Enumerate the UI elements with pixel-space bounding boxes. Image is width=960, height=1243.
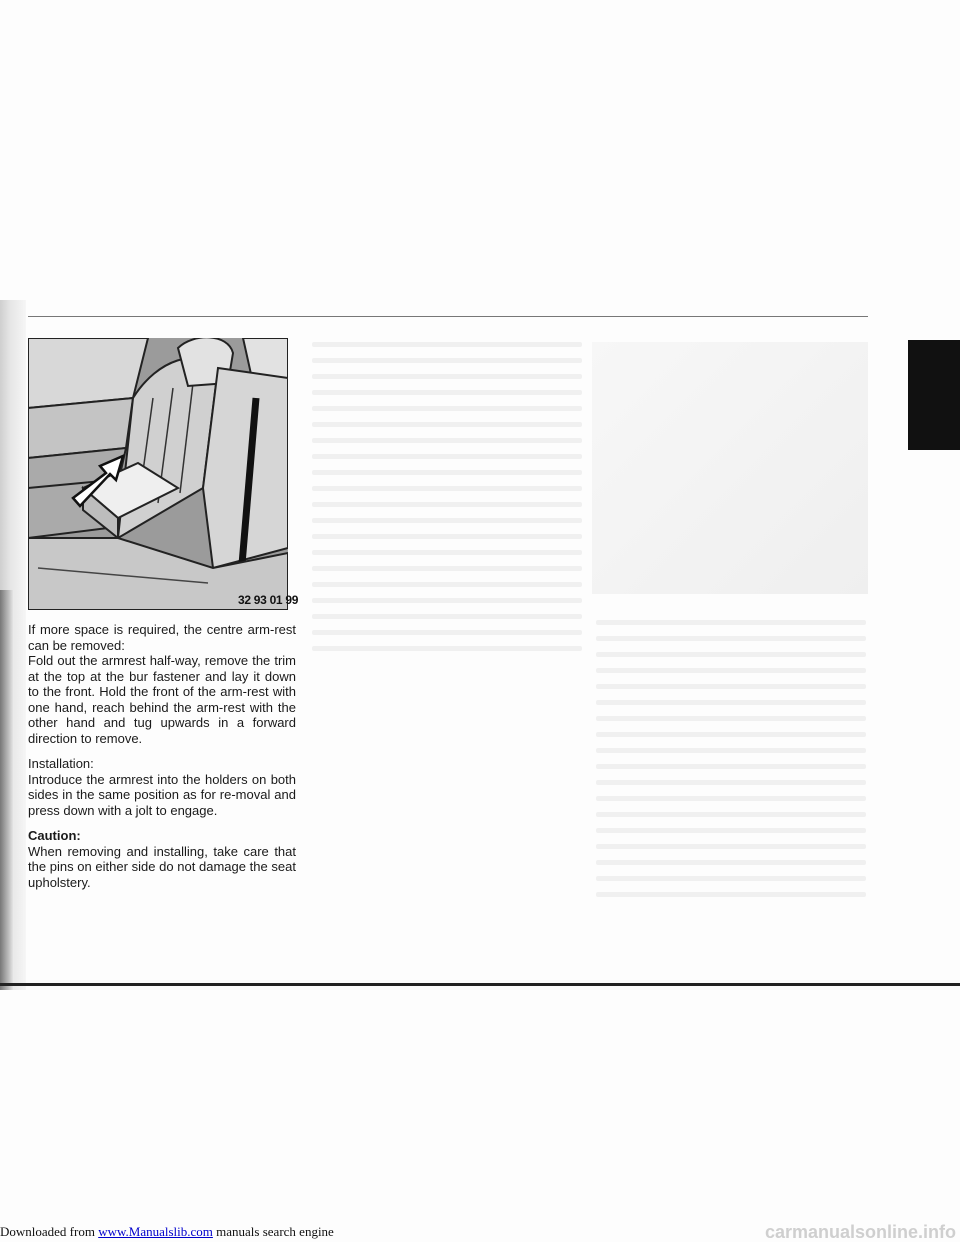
ghost-line [312,342,582,347]
ghost-line [312,518,582,523]
ghost-line [596,700,866,705]
download-prefix: Downloaded from [0,1224,99,1239]
ghost-line [312,614,582,619]
watermark: carmanualsonline.info [764,1222,956,1242]
ghost-line [596,844,866,849]
ghost-line [312,374,582,379]
ghost-line [596,812,866,817]
ghost-line [596,620,866,625]
top-divider [28,316,868,317]
installation-text: Introduce the armrest into the holders on both sides in the same position as for re-moval and press down with a jolt to engage. [28,771,296,818]
ghost-line [312,454,582,459]
thumb-index-tab [908,340,960,450]
ghost-line [596,732,866,737]
download-credit [0,1224,334,1240]
ghost-line [312,358,582,363]
show-through-text-middle [312,342,582,662]
ghost-line [596,748,866,753]
ghost-line [596,892,866,897]
ghost-line [596,796,866,801]
removal-steps: Fold out the armrest half-way, remove the trim at the top at the bur fastener and lay it down to the front. Hold the front of the arm-rest with one hand, reach behind the arm-rest with the other hand and tug upwards in a forward direction to remove. [28,653,296,746]
ghost-line [312,630,582,635]
armrest-removal-illustration [28,338,288,610]
body-text-column [28,622,296,900]
ghost-line [312,438,582,443]
ghost-line [312,470,582,475]
download-suffix: manuals search engine [212,1224,334,1239]
ghost-line [596,828,866,833]
binding-edge [0,590,14,990]
removal-paragraph [28,622,296,746]
ghost-line [312,534,582,539]
bottom-divider [0,983,960,986]
installation-paragraph [28,756,296,818]
installation-title: Installation: [28,756,94,771]
ghost-line [312,582,582,587]
ghost-line [596,684,866,689]
ghost-line [596,716,866,721]
ghost-line [312,406,582,411]
caution-text: When removing and installing, take care that the pins on either side do not damage the seat upholstery. [28,843,296,890]
ghost-line [312,566,582,571]
ghost-line [596,652,866,657]
ghost-line [596,636,866,641]
ghost-line [312,390,582,395]
ghost-line [312,502,582,507]
show-through-text-right [596,620,866,908]
ghost-line [312,422,582,427]
caution-title: Caution: [28,828,81,843]
ghost-line [312,550,582,555]
caution-paragraph [28,828,296,890]
ghost-line [312,598,582,603]
ghost-line [596,780,866,785]
figure-number: 32 93 01 99 [238,593,299,607]
armrest-illustration-svg [28,338,288,610]
show-through-image [592,342,868,594]
manualslib-link[interactable]: www.Manualslib.com [98,1224,213,1239]
removal-intro: If more space is required, the centre arm-rest can be removed: [28,622,296,653]
ghost-line [596,860,866,865]
ghost-line [312,486,582,491]
ghost-line [596,876,866,881]
footer [0,1222,960,1242]
ghost-line [312,646,582,651]
ghost-line [596,668,866,673]
ghost-line [596,764,866,769]
